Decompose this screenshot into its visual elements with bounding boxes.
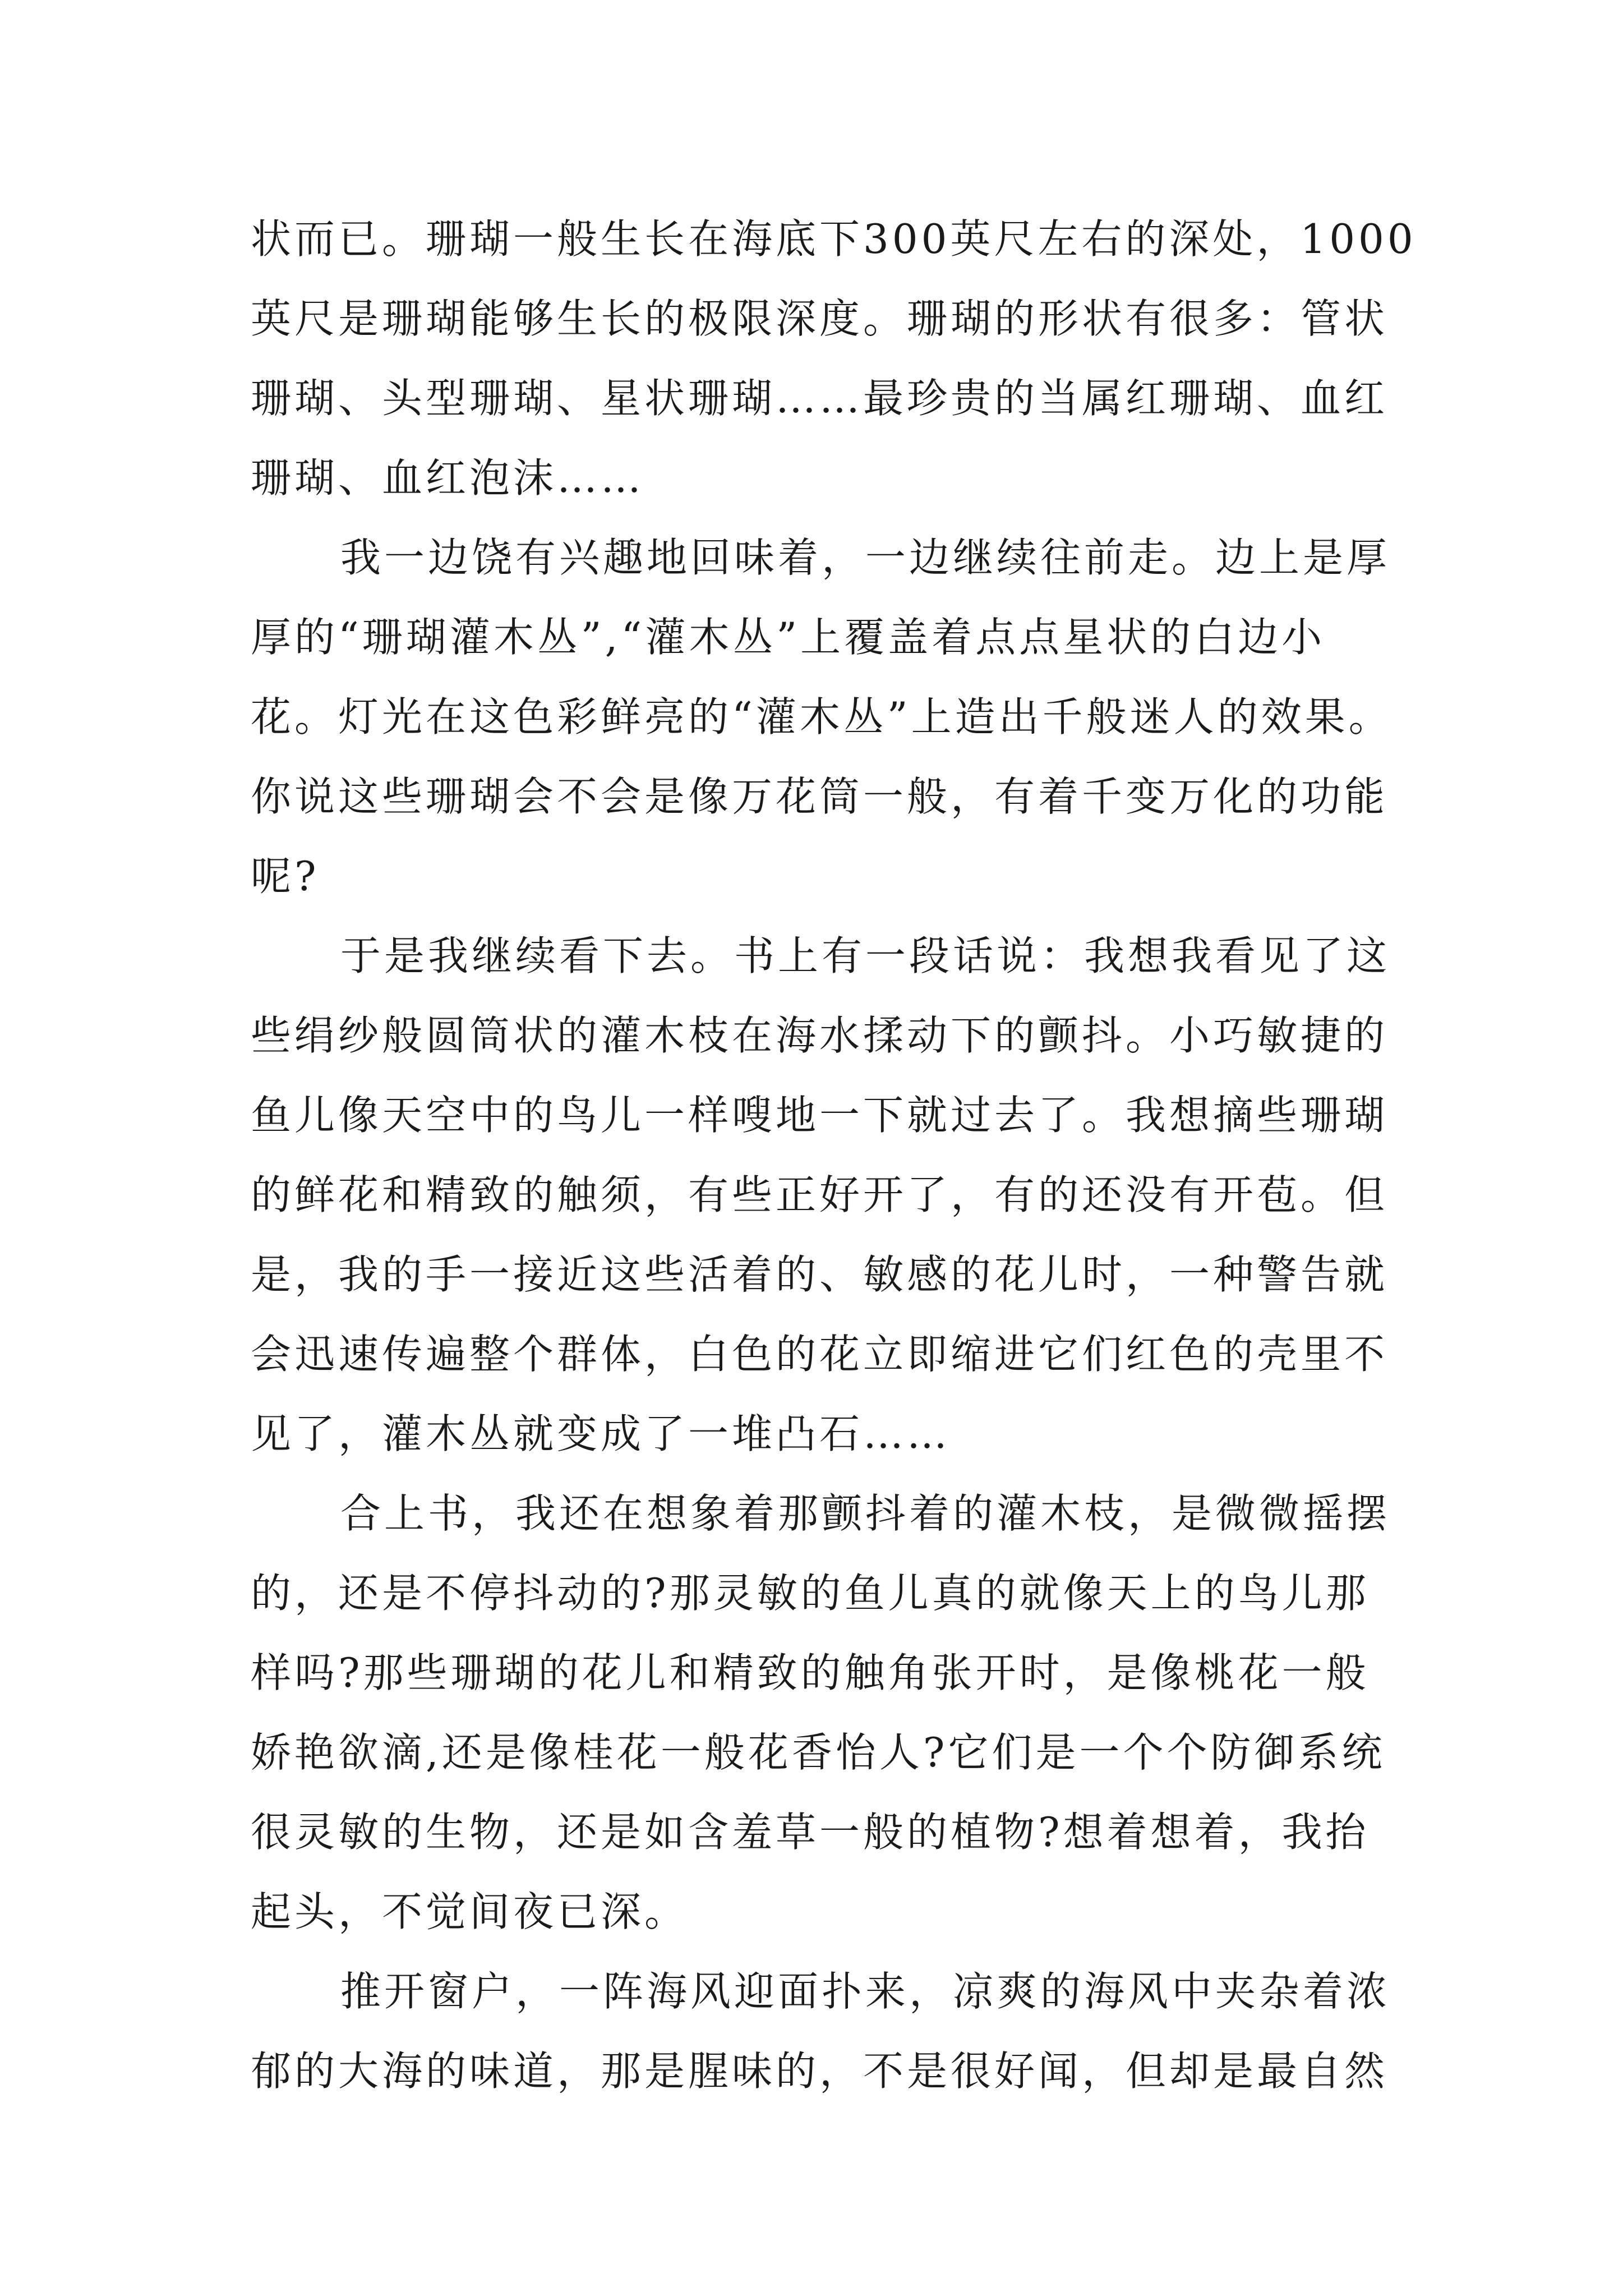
text-line: 起头，不觉间夜已深。 <box>251 1888 689 1935</box>
text-line: 娇艳欲滴,还是像桂花一般花香怡人?它们是一个个防御系统 <box>251 1729 1386 1776</box>
text-line: 珊瑚、头型珊瑚、星状珊瑚……最珍贵的当属红珊瑚、血红 <box>251 375 1389 422</box>
paragraph <box>251 1474 1391 1952</box>
text-line: 厚的“珊瑚灌木丛”,“灌木丛”上覆盖着点点星状的白边小 <box>251 614 1326 661</box>
paragraph <box>251 1952 1391 2111</box>
text-line: 很灵敏的生物，还是如含羞草一般的植物?想着想着，我抬 <box>251 1809 1370 1856</box>
paragraph <box>251 199 1417 518</box>
text-line: 的鲜花和精致的触须，有些正好开了，有的还没有开苞。但 <box>251 1171 1389 1218</box>
text-line: 是，我的手一接近这些活着的、敏感的花儿时，一种警告就 <box>251 1251 1389 1298</box>
paragraph <box>251 518 1393 916</box>
text-line: 英尺是珊瑚能够生长的极限深度。珊瑚的形状有很多：管状 <box>251 295 1389 342</box>
text-line: 我一边饶有兴趣地回味着，一边继续往前走。边上是厚 <box>340 534 1391 581</box>
text-line: 的，还是不停抖动的?那灵敏的鱼儿真的就像天上的鸟儿那 <box>251 1570 1370 1617</box>
text-line: 于是我继续看下去。书上有一段话说：我想我看见了这 <box>340 932 1391 979</box>
text-line: 你说这些珊瑚会不会是像万花筒一般，有着千变万化的功能 <box>251 773 1389 820</box>
text-line: 状而已。珊瑚一般生长在海底下300英尺左右的深处，1000 <box>251 215 1417 263</box>
paragraph <box>251 916 1391 1474</box>
text-line: 珊瑚、血红泡沫…… <box>251 454 645 501</box>
text-line: 会迅速传遍整个群体，白色的花立即缩进它们红色的壳里不 <box>251 1331 1389 1378</box>
text-line: 花。灯光在这色彩鲜亮的“灌木丛”上造出千般迷人的效果。 <box>251 693 1393 740</box>
text-line: 郁的大海的味道，那是腥味的，不是很好闻，但却是最自然 <box>251 2047 1389 2095</box>
text-line: 鱼儿像天空中的鸟儿一样嗖地一下就过去了。我想摘些珊瑚 <box>251 1092 1389 1139</box>
text-line: 见了，灌木丛就变成了一堆凸石…… <box>251 1410 951 1457</box>
text-line: 呢? <box>251 853 320 900</box>
text-line: 样吗?那些珊瑚的花儿和精致的触角张开时，是像桃花一般 <box>251 1649 1370 1696</box>
text-line: 合上书，我还在想象着那颤抖着的灌木枝，是微微摇摆 <box>340 1490 1391 1537</box>
text-line: 推开窗户，一阵海风迎面扑来，凉爽的海风中夹杂着浓 <box>340 1968 1391 2015</box>
text-line: 些绢纱般圆筒状的灌木枝在海水揉动下的颤抖。小巧敏捷的 <box>251 1012 1389 1059</box>
body-text <box>251 199 1417 2111</box>
